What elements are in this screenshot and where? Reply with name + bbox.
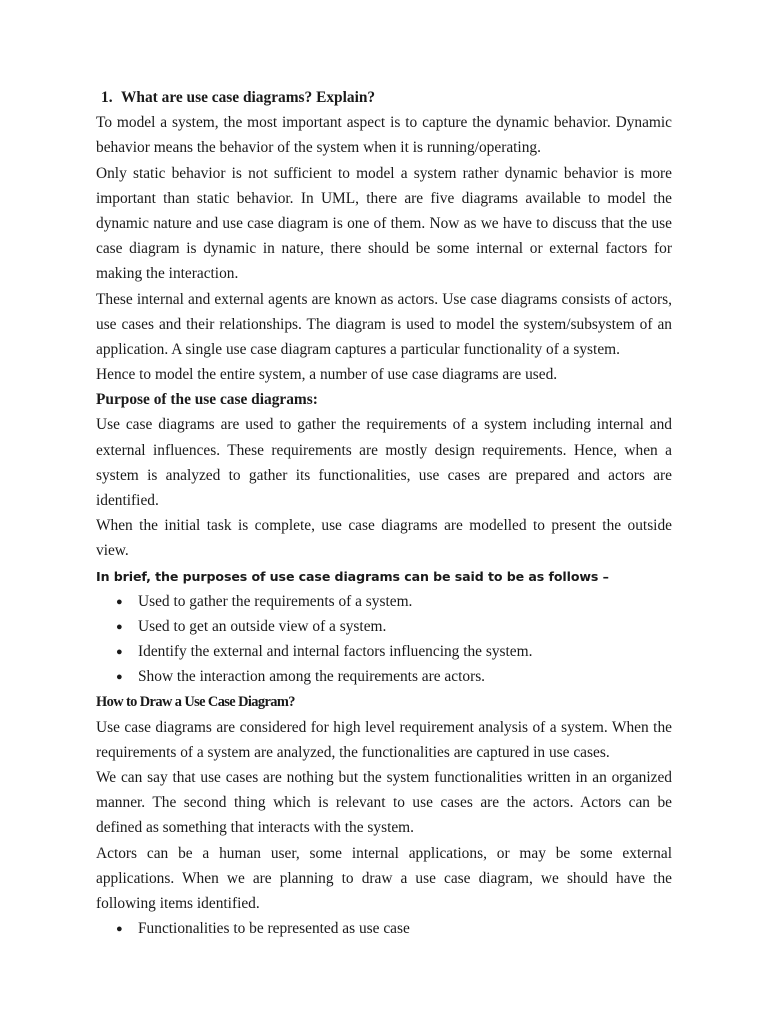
- document-body: [96, 85, 672, 941]
- bullet-icon: ●: [116, 923, 123, 936]
- purpose-heading: Purpose of the use case diagrams:: [96, 391, 318, 409]
- brief-heading: In brief, the purposes of use case diagrams can be said to be as follows –: [96, 568, 609, 584]
- list-item: ● Show the interaction among the requirements are actors.: [96, 664, 672, 689]
- howto-heading: How to Draw a Use Case Diagram?: [96, 693, 295, 710]
- paragraph-line: system is analyzed to gather its functionalities, use cases are prepared and actors are: [96, 466, 672, 484]
- paragraph-line: application. A single use case diagram captures a particular functionality of a system.: [96, 340, 620, 358]
- paragraph-line: applications. When we are planning to draw a use case diagram, we should have the: [96, 869, 672, 887]
- question-heading: [96, 85, 672, 110]
- list-item: ● Functionalities to be represented as use case: [96, 916, 672, 941]
- paragraph-line: identified.: [96, 492, 159, 509]
- paragraph-line: behavior means the behavior of the system when it is running/operating.: [96, 139, 541, 157]
- question-number: 1.: [101, 89, 113, 106]
- bullet-icon: ●: [116, 595, 123, 608]
- paragraph-line: When the initial task is complete, use case diagrams are modelled to present the outside: [96, 517, 672, 535]
- paragraph-line: We can say that use cases are nothing but the system functionalities written in an organized: [96, 769, 672, 787]
- list-item: ● Used to gather the requirements of a system.: [96, 589, 672, 614]
- paragraph-line: Use case diagrams are considered for high level requirement analysis of a system. When the: [96, 718, 672, 736]
- paragraph-line: These internal and external agents are known as actors. Use case diagrams consists of actors,: [96, 290, 672, 308]
- paragraph-line: To model a system, the most important aspect is to capture the dynamic behavior. Dynamic: [96, 114, 672, 132]
- paragraph-line: manner. The second thing which is relevant to use cases are the actors. Actors can be: [96, 794, 672, 812]
- bullet-icon: ●: [116, 646, 123, 659]
- bullet-icon: ●: [116, 620, 123, 633]
- paragraph-line: requirements of a system are analyzed, the functionalities are captured in use cases.: [96, 743, 610, 761]
- paragraph-line: use cases and their relationships. The diagram is used to model the system/subsystem of an: [96, 315, 672, 333]
- list-item: ● Used to get an outside view of a system.: [96, 614, 672, 639]
- paragraph-line: case diagram is dynamic in nature, there should be some internal or external factors for: [96, 240, 672, 258]
- paragraph-line: defined as something that interacts with the system.: [96, 819, 415, 837]
- paragraph-line: Only static behavior is not sufficient to model a system rather dynamic behavior is more: [96, 164, 672, 182]
- paragraph-line: following items identified.: [96, 895, 260, 912]
- paragraph-line: important than static behavior. In UML, there are five diagrams available to model the: [96, 189, 672, 207]
- paragraph-line: view.: [96, 542, 129, 560]
- bullet-icon: ●: [116, 671, 123, 684]
- paragraph-line: external influences. These requirements are mostly design requirements. Hence, when a: [96, 441, 672, 459]
- paragraph-line: making the interaction.: [96, 265, 239, 283]
- question-text: What are use case diagrams? Explain?: [121, 89, 376, 106]
- list-item: ● Identify the external and internal factors influencing the system.: [96, 639, 672, 664]
- paragraph-line: dynamic nature and use case diagram is one of them. Now as we have to discuss that the use: [96, 214, 672, 232]
- paragraph-line: Actors can be a human user, some internal applications, or may be some external: [96, 844, 672, 862]
- paragraph-line: Hence to model the entire system, a number of use case diagrams are used.: [96, 366, 558, 384]
- paragraph-line: Use case diagrams are used to gather the requirements of a system including internal and: [96, 416, 672, 434]
